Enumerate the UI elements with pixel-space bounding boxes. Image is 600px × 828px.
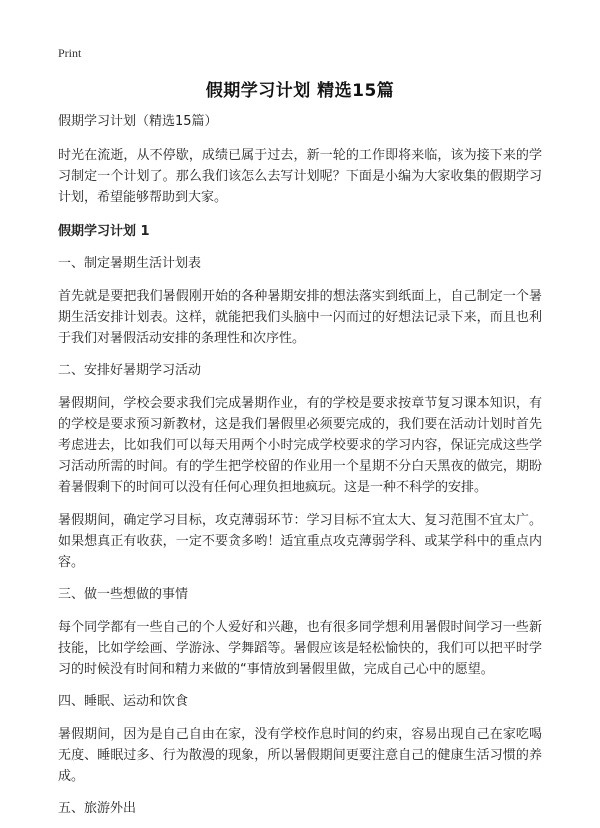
document-subtitle: 假期学习计划（精选15篇） — [58, 114, 218, 129]
intro-paragraph: 时光在流逝，从不停歇，成绩已属于过去，新一轮的工作即将来临，该为接下来的学习制定一个计划了。那么我们该怎么去写计划呢？下面是小编为大家收集的假期学习计划，希望能够帮助到大家。 — [58, 148, 542, 205]
item-paragraph: 每个同学都有一些自己的个人爱好和兴趣，也有很多同学想利用暑假时间学习一些新技能，比如学绘画、学游泳、学舞蹈等。暑假应该是轻松愉快的，我们可以把平时学习的时候没有时间和精力来做的“事情放到暑假里做，完成自己心中的愿望。 — [58, 620, 542, 677]
item-heading: 四、睡眠、运动和饮食 — [58, 694, 189, 709]
item-heading: 二、安排好暑期学习活动 — [58, 363, 202, 378]
item-paragraph: 暑假期间，确定学习目标，攻克薄弱环节：学习目标不宜太大、复习范围不宜太广。如果想真正有收获，一定不要贪多哟！适宜重点攻克薄弱学科、或某学科中的重点内容。 — [58, 513, 542, 570]
item-heading: 五、旅游外出 — [58, 801, 137, 816]
print-link[interactable]: Print — [58, 46, 82, 60]
item-paragraph: 暑假期间，学校会要求我们完成暑期作业，有的学校是要求按章节复习课本知识，有的学校是要求预习新教材，这是我们暑假里必须要完成的，我们要在活动计划时首先考虑进去，比如我们可以每天用两个小时完成学校要求的学习内容，保证完成这些学习活动所需的时间。有的学生把学校留的作业用一个星期不分白天黑夜的做完，期盼着暑假剩下的时间可以没有任何心理负担地疯玩。这是一种不科学的安排。 — [58, 396, 542, 495]
item-heading: 三、做一些想做的事情 — [58, 587, 189, 602]
item-paragraph: 暑假期间，因为是自己自由在家，没有学校作息时间的约束，容易出现自己在家吃喝无度、睡眠过多、行为散漫的现象，所以暑假期间更要注意自己的健康生活习惯的养成。 — [58, 727, 542, 784]
item-paragraph: 首先就是要把我们暑假刚开始的各种暑期安排的想法落实到纸面上，自己制定一个暑期生活安排计划表。这样，就能把我们头脑中一闪而过的好想法记录下来，而且也利于我们对暑假活动安排的条理性和次序性。 — [58, 289, 542, 346]
section-title: 假期学习计划 1 — [58, 224, 150, 239]
page-title: 假期学习计划 精选15篇 — [205, 81, 395, 101]
item-heading: 一、制定暑期生活计划表 — [58, 256, 202, 271]
